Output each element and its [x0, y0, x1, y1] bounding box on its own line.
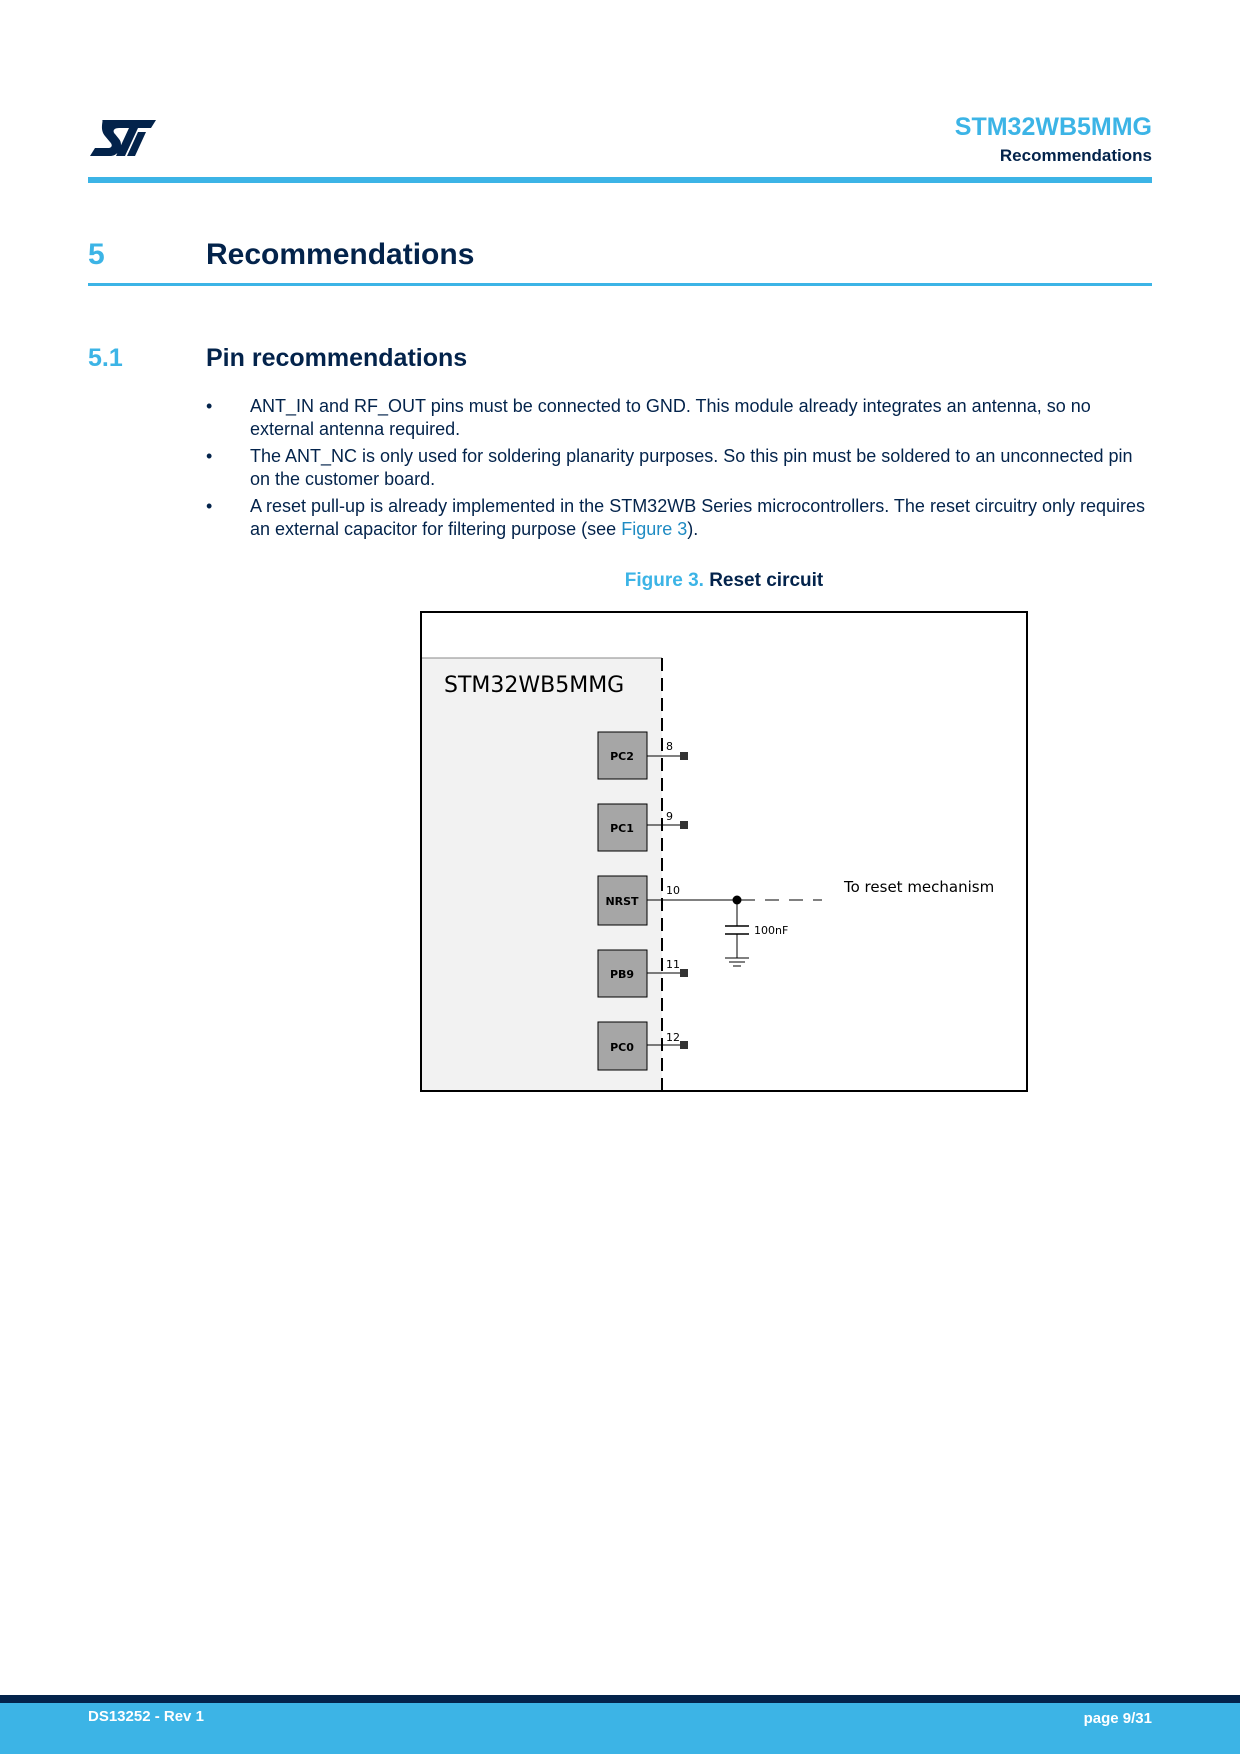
footer-doc-id: DS13252 - Rev 1 — [88, 1708, 204, 1725]
pin-terminal — [680, 752, 688, 760]
pin-name: NRST — [605, 895, 639, 908]
pin-name: PC0 — [610, 1041, 634, 1054]
bullet-item — [206, 395, 1152, 441]
pin-number: 9 — [666, 810, 673, 823]
pin-terminal — [680, 969, 688, 977]
figure-number: Figure 3. — [624, 570, 704, 591]
figure-caption — [420, 570, 1028, 592]
reset-circuit-diagram — [420, 611, 1028, 1093]
pin-number: 12 — [666, 1031, 680, 1044]
capacitor-label: 100nF — [754, 924, 789, 937]
bullet-text: A reset pull-up is already implemented in the STM32WB Series microcontrollers. The reset circuitry only requires an external capacitor for filtering purpose (see — [250, 496, 1146, 539]
pin-name: PC1 — [610, 822, 634, 835]
bullet-item — [206, 445, 1152, 491]
pin-name: PC2 — [610, 750, 634, 763]
bullet-text-end: ). — [687, 519, 699, 539]
header-subtitle: Recommendations — [999, 146, 1152, 165]
pin-terminal — [680, 1041, 688, 1049]
bullet-marker: • — [206, 496, 213, 516]
pin-name: PB9 — [609, 968, 635, 981]
header-rule — [88, 177, 1152, 183]
reset-circuit-figure — [420, 611, 1028, 1098]
footer-rule — [0, 1695, 1240, 1703]
pin-terminal — [680, 821, 688, 829]
figure-title: Reset circuit — [709, 570, 824, 591]
figure-3-link[interactable]: Figure 3 — [621, 519, 688, 539]
subsection-title: Pin recommendations — [206, 344, 468, 372]
pin-number: 11 — [666, 958, 680, 971]
header-title: STM32WB5MMG — [954, 113, 1152, 141]
bullet-marker: • — [206, 396, 213, 416]
pin-number: 8 — [666, 740, 673, 753]
bullet-text: ANT_IN and RF_OUT pins must be connected to GND. This module already integrates an antenna, so no external antenna required. — [250, 396, 1091, 439]
chip-label: STM32WB5MMG — [444, 673, 625, 698]
pin-number: 10 — [666, 884, 680, 897]
bullet-marker: • — [206, 446, 213, 466]
st-logo-icon — [88, 118, 158, 158]
footer-page-number: page 9/31 — [1083, 1710, 1152, 1727]
bullet-text: The ANT_NC is only used for soldering planarity purposes. So this pin must be soldered to an unconnected pin on the customer board. — [250, 446, 1133, 489]
section-title: Recommendations — [206, 238, 475, 271]
section-number: 5 — [88, 238, 105, 271]
reset-label: To reset mechanism — [844, 878, 995, 896]
subsection-number: 5.1 — [88, 344, 123, 372]
bullet-list — [206, 395, 1152, 545]
section-rule — [88, 283, 1152, 286]
bullet-item — [206, 495, 1152, 541]
